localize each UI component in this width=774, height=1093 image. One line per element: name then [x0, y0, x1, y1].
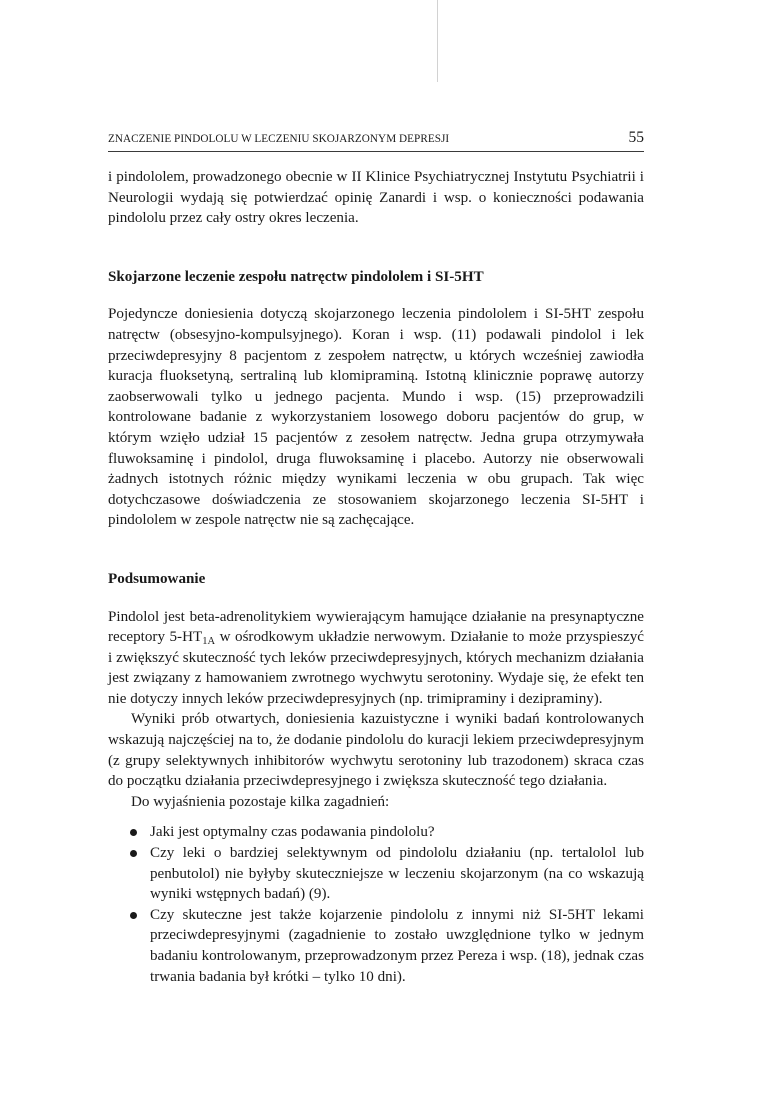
list-item-text: Jaki jest optymalny czas podawania pindololu?	[150, 824, 435, 841]
list-item-text: Czy skuteczne jest także kojarzenie pindololu z innymi niż SI-5HT lekami przeciwdepresyjnymi (zagadnienie to zostało uwzględnione tylko w jednym badaniu kontrolowanym, przeprowadzonym przez Pereza i wsp. (18), jednak czas trwania badania był krótki – tylko 10 dni).	[150, 906, 644, 985]
summary-p1-text-a: Pindolol jest beta-adrenolitykiem wywierającym hamujące działanie na presynaptyczne receptory 5-HT	[108, 608, 644, 646]
body-text	[108, 167, 644, 987]
receptor-subscript: 1A	[202, 636, 216, 648]
list-item	[130, 843, 644, 905]
list-item-text: Czy leki o bardziej selektywnym od pindololu działaniu (np. tertalolol lub penbutolol) nie byłyby skuteczniejsze w leczeniu skojarzonym (na co wskazują wyniki wstępnych badań) (9).	[150, 845, 644, 903]
summary-paragraph-2: Wyniki prób otwartych, doniesienia kazuistyczne i wyniki badań kontrolowanych wskazują najczęściej na to, że dodanie pindololu do kuracji lekiem przeciwdepresyjnym (z grupy selektywnych inhibitorów wychwytu serotoniny lub trazodonem) skraca czas do początku działania przeciwdepresyjnego i zwiększa skuteczność tego działania.	[108, 711, 644, 790]
section-heading-summary: Podsumowanie	[108, 570, 206, 587]
list-item	[130, 822, 644, 843]
bullet-icon	[130, 829, 137, 836]
running-header	[108, 131, 644, 152]
bullet-icon	[130, 850, 137, 857]
section-paragraph-obsessive-compulsive: Pojedyncze doniesienia dotyczą skojarzonego leczenia pindololem i SI-5HT zespołu natręctw (obsesyjno-kompulsyjnego). Koran i wsp. (11) podawali pindolol i lek przeciwdepresyjny 8 pacjentom z zespołem natręctw, u których wcześniej zawiodła kuracja fluoksetyną, sertraliną lub klomipraminą. Istotną klinicznie poprawę autorzy zaobserwowali tylko u jednego pacjenta. Mundo i wsp. (15) przeprowadzili kontrolowane badanie z wykorzystaniem losowego doboru pacjentów do grup, w którym wzięło udział 15 pacjentów z zesołem natręctw. Jedna grupa otrzymywała fluwoksaminę i pindolol, druga fluwoksaminę i placebo. Autorzy nie obserwowali żadnych istotnych różnic między wynikami leczenia w obu grupach. Tak więc dotychczasowe doświadczenia ze stosowaniem skojarzonego leczenia SI-5HT i pindololem w zespole natręctw nie są zachęcające.	[108, 306, 644, 529]
bullet-icon	[130, 912, 137, 919]
intro-paragraph: i pindololem, prowadzonego obecnie w II Klinice Psychiatrycznej Instytutu Psychiatrii i Neurologii wydają się potwierdzać opinię Zanardi i wsp. o konieczności podawania pindololu przez cały ostry okres leczenia.	[108, 169, 644, 227]
open-questions-list	[108, 822, 644, 987]
summary-paragraph-1	[108, 607, 644, 710]
summary-p1-text-b: w ośrodkowym układzie nerwowym. Działanie to może przyspieszyć i zwiększyć skuteczność tych leków przeciwdepresyjnych, których mechanizm działania jest związany z hamowaniem zwrotnego wychwytu serotoniny. Wydaje się, że efekt ten nie dotyczy innych leków przeciwdepresyjnych (np. trimipraminy i dezipraminy).	[108, 629, 645, 707]
summary-paragraph-3: Do wyjaśnienia pozostaje kilka zagadnień:	[131, 793, 390, 810]
running-header-title: ZNACZENIE PINDOLOLU W LECZENIU SKOJARZONYM DEPRESJI	[108, 133, 450, 145]
list-item	[130, 905, 644, 987]
section-heading-obsessive-compulsive: Skojarzone leczenie zespołu natręctw pindololem i SI-5HT	[108, 268, 484, 285]
binding-gutter-line	[437, 0, 438, 82]
page-number: 55	[628, 129, 644, 146]
